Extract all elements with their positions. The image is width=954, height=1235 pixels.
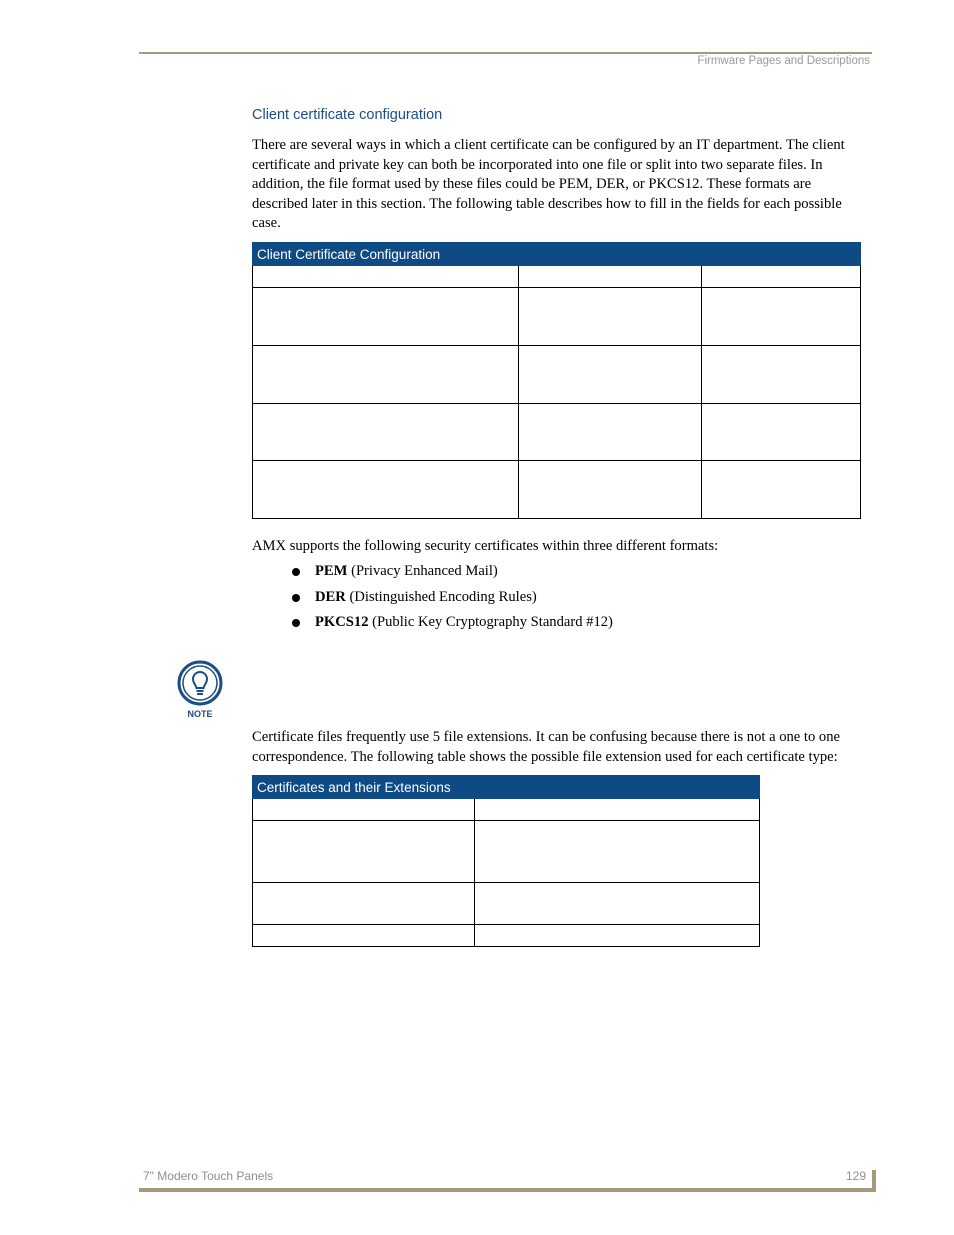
- extensions-intro: Certificate files frequently use 5 file extensions. It can be confusing because there is not a one to one correspondence. The following table shows the possible file extension used for each certificate type:: [252, 729, 841, 765]
- table-title: Certificates and their Extensions: [253, 776, 760, 799]
- table-title: Client Certificate Configuration: [253, 243, 861, 266]
- running-header: Firmware Pages and Descriptions: [697, 55, 870, 67]
- bullet-icon: [292, 594, 300, 602]
- list-item: [292, 588, 613, 614]
- table-cell: [519, 266, 702, 288]
- table-cell: [519, 346, 702, 404]
- section-heading: Client certificate configuration: [252, 107, 443, 123]
- table-cell: [253, 799, 475, 821]
- table-cell: [253, 346, 519, 404]
- client-certificate-configuration-table: [252, 242, 861, 519]
- table-cell: [253, 288, 519, 346]
- format-name: PEM: [315, 563, 348, 579]
- list-item: [292, 562, 613, 588]
- formats-intro: AMX supports the following security certificates within three different formats:: [252, 538, 719, 554]
- table-row: [253, 799, 760, 821]
- table-row: [253, 883, 760, 925]
- table-cell: [253, 883, 475, 925]
- note-lightbulb-icon: [176, 659, 224, 719]
- table-row: [253, 288, 861, 346]
- table-row: [253, 925, 760, 947]
- table-cell: [475, 883, 760, 925]
- formats-list: [292, 562, 613, 639]
- table-cell: [702, 404, 861, 461]
- table-cell: [519, 288, 702, 346]
- footer-rule: [139, 1188, 876, 1192]
- table-cell: [702, 461, 861, 519]
- header-rule: [139, 52, 872, 54]
- table-cell: [475, 821, 760, 883]
- table-row: [253, 266, 861, 288]
- table-cell: [702, 266, 861, 288]
- footer-document-title: 7" Modero Touch Panels: [143, 1169, 274, 1183]
- table-cell: [519, 461, 702, 519]
- table-row: [253, 346, 861, 404]
- table-cell: [253, 461, 519, 519]
- format-description: (Distinguished Encoding Rules): [345, 588, 537, 605]
- table-cell: [253, 821, 475, 883]
- table-cell: [253, 404, 519, 461]
- list-item: [292, 613, 613, 639]
- table-row: [253, 404, 861, 461]
- intro-paragraph: There are several ways in which a client certificate can be configured by an IT department. The client certificate and private key can both be incorporated into one file or split into two separate files. In addition, the file format used by these files could be PEM, DER, or PKCS12. These formats are described later in this section. The following table describes how to fill in the fields for each possible case.: [252, 137, 845, 232]
- format-description: (Privacy Enhanced Mail): [347, 563, 498, 579]
- format-description: (Public Key Cryptography Standard #12): [368, 614, 613, 630]
- table-cell: [519, 404, 702, 461]
- note-label: NOTE: [187, 709, 213, 719]
- table-cell: [475, 799, 760, 821]
- format-name: DER: [315, 588, 346, 605]
- table-cell: [702, 346, 861, 404]
- certificates-extensions-table: [252, 775, 760, 947]
- format-name: PKCS12: [315, 614, 369, 630]
- table-cell: [475, 925, 760, 947]
- table-row: [253, 461, 861, 519]
- table-cell: [702, 288, 861, 346]
- page-number: 129: [846, 1169, 867, 1183]
- bullet-icon: [292, 619, 300, 627]
- table-row: [253, 821, 760, 883]
- table-cell: [253, 266, 519, 288]
- bullet-icon: [292, 568, 300, 576]
- table-cell: [253, 925, 475, 947]
